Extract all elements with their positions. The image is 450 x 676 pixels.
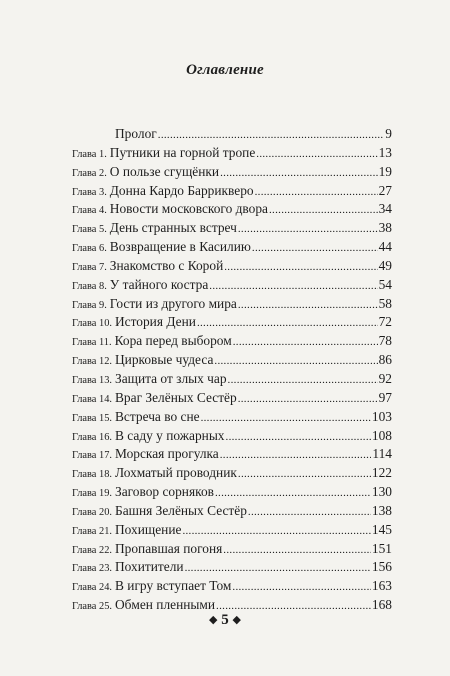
page-ref: 27 — [378, 182, 392, 198]
dot-leader — [209, 280, 377, 292]
toc-entry — [72, 333, 392, 352]
chapter-title: Гости из другого мира — [109, 295, 237, 311]
dot-leader — [220, 167, 378, 179]
dot-leader — [223, 544, 371, 556]
dot-leader — [220, 449, 372, 461]
toc-entry — [72, 371, 392, 390]
dot-leader — [185, 562, 371, 574]
page-number: 5 — [221, 612, 229, 628]
chapter-title: Обмен пленными — [115, 597, 216, 613]
toc-entry — [72, 409, 392, 428]
dot-leader — [256, 148, 377, 160]
page-ref: 114 — [372, 446, 392, 462]
toc-entry — [72, 428, 392, 447]
chapter-label: Глава 4. — [72, 205, 107, 217]
dot-leader — [224, 261, 377, 273]
page-ref: 130 — [371, 484, 392, 500]
toc-entry — [72, 578, 392, 597]
chapter-title: Знакомство с Корой — [109, 257, 224, 273]
page-ref: 44 — [378, 239, 392, 255]
chapter-label: Глава 16. — [72, 431, 112, 443]
chapter-title: Башня Зелёных Сестёр — [115, 502, 247, 518]
toc-entry — [72, 352, 392, 371]
page-ref: 54 — [378, 276, 392, 292]
dot-leader — [232, 581, 371, 593]
toc-entry — [72, 258, 392, 277]
page-ref: 49 — [378, 257, 392, 273]
page-ref: 145 — [371, 521, 392, 537]
chapter-title: Кора перед выбором — [114, 333, 232, 349]
chapter-label: Глава 7. — [72, 261, 107, 273]
toc-entry — [72, 239, 392, 258]
toc-entry — [72, 446, 392, 465]
page-ref: 163 — [371, 578, 392, 594]
chapter-label: Глава 21. — [72, 525, 112, 537]
dot-leader — [201, 412, 371, 424]
toc-entry — [72, 314, 392, 333]
toc-entry — [72, 465, 392, 484]
dot-leader — [238, 223, 378, 235]
dot-leader — [226, 431, 371, 443]
page-ref: 34 — [378, 201, 392, 217]
chapter-label: Глава 19. — [72, 488, 112, 500]
chapter-title: Заговор сорняков — [115, 484, 214, 500]
dot-leader — [197, 317, 378, 329]
chapter-title: День странных встреч — [109, 220, 237, 236]
dot-leader — [248, 506, 371, 518]
page-ref: 138 — [371, 502, 392, 518]
page-ref: 13 — [378, 144, 392, 160]
toc-entry — [72, 522, 392, 541]
dot-leader — [158, 129, 385, 141]
diamond-icon: ◆ — [232, 614, 241, 626]
page-ref: 168 — [371, 597, 392, 613]
chapter-title: Новости московского двора — [109, 201, 268, 217]
chapter-label: Глава 1. — [72, 148, 107, 160]
chapter-label: Глава 13. — [72, 374, 112, 386]
chapter-label: Глава 11. — [72, 337, 112, 349]
chapter-label: Глава 22. — [72, 544, 112, 556]
chapter-title: Пропавшая погоня — [115, 540, 223, 556]
chapter-title: Похищение — [115, 521, 182, 537]
chapter-title: Похитители — [115, 559, 184, 575]
dot-leader — [215, 487, 371, 499]
page-ref: 92 — [378, 370, 392, 386]
chapter-label: Глава 6. — [72, 243, 107, 255]
page-ref: 97 — [378, 389, 392, 405]
toc-title: Оглавление — [186, 62, 264, 78]
page-ref: 103 — [371, 408, 392, 424]
page-ref: 78 — [378, 333, 392, 349]
chapter-title: Путники на горной тропе — [109, 144, 256, 160]
chapter-label: Глава 5. — [72, 224, 107, 236]
chapter-title: В игру вступает Том — [115, 578, 232, 594]
chapter-title: Враг Зелёных Сестёр — [115, 389, 237, 405]
chapter-title: История Дени — [115, 314, 196, 330]
chapter-label: Глава 14. — [72, 393, 112, 405]
dot-leader — [255, 186, 378, 198]
toc-entry — [72, 277, 392, 296]
chapter-label: Глава 15. — [72, 412, 112, 424]
page-ref: 72 — [378, 314, 392, 330]
chapter-label: Глава 25. — [72, 601, 112, 613]
chapter-label: Глава 3. — [72, 186, 107, 198]
toc-entry — [72, 503, 392, 522]
page-ref: 58 — [378, 295, 392, 311]
chapter-label: Глава 12. — [72, 356, 112, 368]
toc-entry — [72, 145, 392, 164]
chapter-title: Морская прогулка — [115, 446, 219, 462]
chapter-title: О пользе сгущёнки — [109, 163, 220, 179]
page-ref: 9 — [385, 126, 392, 141]
page-ref: 122 — [371, 465, 392, 481]
chapter-title: У тайного костра — [109, 276, 209, 292]
chapter-label: Глава 8. — [72, 280, 107, 292]
page-ref: 108 — [371, 427, 392, 443]
chapter-label: Глава 20. — [72, 506, 112, 518]
dot-leader — [252, 242, 378, 254]
dot-leader — [214, 355, 377, 367]
toc-entry — [72, 390, 392, 409]
page-footer — [0, 612, 450, 629]
dot-leader — [228, 374, 378, 386]
chapter-title: В саду у пожарных — [115, 427, 225, 443]
toc-entry — [72, 220, 392, 239]
chapter-label: Глава 2. — [72, 167, 107, 179]
toc-entry — [72, 126, 392, 145]
table-of-contents — [72, 126, 392, 616]
dot-leader — [238, 299, 378, 311]
page-ref: 19 — [378, 163, 392, 179]
chapter-title: Цирковые чудеса — [115, 352, 214, 368]
diamond-icon: ◆ — [209, 614, 218, 626]
toc-entry — [72, 296, 392, 315]
chapter-title: Лохматый проводник — [115, 465, 237, 481]
dot-leader — [216, 600, 371, 612]
dot-leader — [182, 525, 370, 537]
dot-leader — [238, 468, 371, 480]
dot-leader — [269, 204, 378, 216]
chapter-label: Глава 9. — [72, 299, 107, 311]
toc-entry — [72, 201, 392, 220]
chapter-label: Глава 18. — [72, 469, 112, 481]
toc-entry — [72, 559, 392, 578]
toc-entry — [72, 541, 392, 560]
chapter-label: Глава 23. — [72, 563, 112, 575]
toc-entry — [72, 484, 392, 503]
chapter-label: Глава 24. — [72, 582, 112, 594]
chapter-title: Возвращение в Касилию — [109, 239, 251, 255]
page-ref: 156 — [371, 559, 392, 575]
chapter-label: Глава 10. — [72, 318, 112, 330]
chapter-title: Пролог — [115, 126, 157, 141]
dot-leader — [233, 336, 378, 348]
dot-leader — [238, 393, 378, 405]
chapter-title: Защита от злых чар — [115, 370, 227, 386]
toc-entry — [72, 164, 392, 183]
page-ref: 151 — [371, 540, 392, 556]
chapter-title: Донна Кардо Баррикверо — [109, 182, 254, 198]
toc-entry — [72, 183, 392, 202]
chapter-title: Встреча во сне — [115, 408, 200, 424]
page-ref: 86 — [378, 352, 392, 368]
chapter-label: Глава 17. — [72, 450, 112, 462]
page-ref: 38 — [378, 220, 392, 236]
